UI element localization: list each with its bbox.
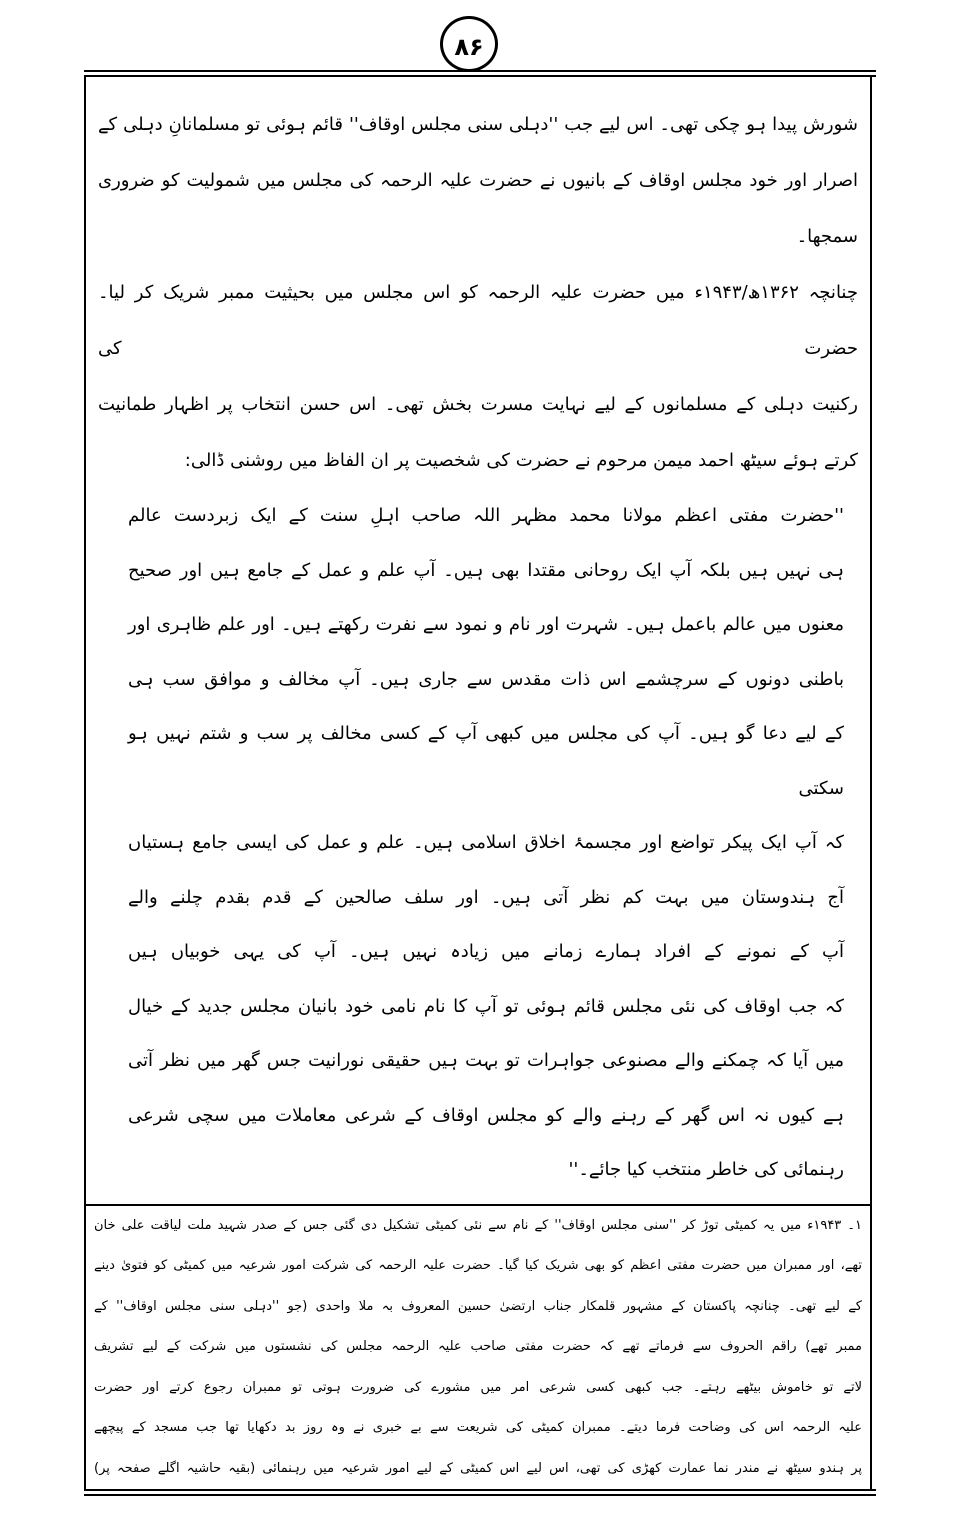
main-text xyxy=(86,97,870,489)
quote-line: آپ کے نمونے کے افراد ہمارے زمانے میں زیادہ نہیں ہیں۔ آپ کی یہی خوبیاں ہیں xyxy=(128,941,844,962)
page-frame xyxy=(84,77,872,1489)
quote-line: ہے کیوں نہ اس گھر کے رہنے والے کو مجلس اوقاف کے شرعی معاملات میں سچی شرعی xyxy=(128,1104,844,1126)
page-number: ۸۶ xyxy=(440,16,498,72)
bottom-rule xyxy=(84,1489,876,1496)
quote-line: میں آیا کہ چمکنے والے مصنوعی جواہرات تو بہت ہیں حقیقی نورانیت جس گھر میں نظر آتی xyxy=(128,1050,844,1071)
fn-line: لاتے تو خاموش بیٹھے رہتے۔ جب کبھی کسی شرعی امر میں مشورے کی ضرورت ہوتی تو ممبران رجوع کرتے اور حضرت xyxy=(94,1379,862,1395)
main-line: شورش پیدا ہو چکی تھی۔ اس لیے جب ''دہلی سنی مجلس اوقاف'' قائم ہوئی تو مسلمانانِ دہلی کے xyxy=(98,114,858,135)
fn-line: تھے، اور ممبران میں حضرت مفتی اعظم کو بھی شریک کیا گیا۔ حضرت علیہ الرحمہ کی شرکت امور شرعیہ میں کمیٹی کو فتویٰ دینے xyxy=(94,1258,862,1273)
quote-line: معنوں میں عالم باعمل ہیں۔ شہرت اور نام و نمود سے نفرت رکھتے ہیں۔ اور علم ظاہری اور xyxy=(128,614,844,635)
main-line: چنانچہ ۱۳۶۲ھ/۱۹۴۳ء میں حضرت علیہ الرحمہ کو اس مجلس میں بحیثیت ممبر شریک کر لیا۔ حضرت کی xyxy=(98,282,858,359)
quote-line: ''حضرت مفتی اعظم مولانا محمد مظہر اللہ صاحب اہلِ سنت کے ایک زبردست عالم xyxy=(128,505,844,526)
quote-line: ہی نہیں ہیں بلکہ آپ ایک روحانی مقتدا بھی ہیں۔ آپ علم و عمل کے جامع ہیں اور صحیح xyxy=(128,559,844,581)
footnote xyxy=(86,1206,870,1490)
page-header xyxy=(0,0,960,70)
quote-line: کہ جب اوقاف کی نئی مجلس قائم ہوئی تو آپ کا نام نامی خود بانیان مجلس جدید کے خیال xyxy=(128,995,844,1017)
quote-line: باطنی دونوں کے سرچشمے اس ذات مقدس سے جاری ہیں۔ آپ مخالف و موافق سب ہی xyxy=(128,668,844,690)
main-line: اصرار اور خود مجلس اوقاف کے بانیوں نے حضرت علیہ الرحمہ کی مجلس میں شمولیت کو ضروری سمجھا۔ xyxy=(98,170,858,247)
top-rule xyxy=(84,70,876,77)
fn-line: کے لیے تھی۔ چنانچہ پاکستان کے مشہور قلمکار جناب ارتضیٰ حسین المعروف بہ ملا واحدی (جو ''دہلی سنی مجلس اوقاف'' کے xyxy=(94,1298,862,1314)
quoted-passage xyxy=(86,489,870,1198)
quote-line: کے لیے دعا گو ہیں۔ آپ کی مجلس میں کبھی آپ کے کسی مخالف پر سب و شتم نہیں ہو سکتی xyxy=(128,723,844,799)
quote-line: رہنمائی کی خاطر منتخب کیا جائے۔'' xyxy=(568,1159,844,1180)
main-line: کرتے ہوئے سیٹھ احمد میمن مرحوم نے حضرت کی شخصیت پر ان الفاظ میں روشنی ڈالی: xyxy=(184,450,858,471)
quote-line: کہ آپ ایک پیکر تواضع اور مجسمۂ اخلاق اسلامی ہیں۔ علم و عمل کی ایسی جامع ہستیاں xyxy=(128,832,844,853)
main-line: رکنیت دہلی کے مسلمانوں کے لیے نہایت مسرت بخش تھی۔ اس حسن انتخاب پر اظہار طمانیت xyxy=(98,394,858,415)
fn-line: علیہ الرحمہ اس کی وضاحت فرما دیتے۔ ممبران کمیٹی کی شریعت سے بے خبری نے وہ روز بد دکھایا تھا جب مسجد کے پیچھے xyxy=(94,1420,862,1435)
quote-line: آج ہندوستان میں بہت کم نظر آتی ہیں۔ اور سلف صالحین کے قدم بقدم چلنے والے xyxy=(128,886,844,908)
fn-line: ممبر تھے) راقم الحروف سے فرماتے تھے کہ حضرت مفتی صاحب علیہ الرحمہ مجلس کی نشستوں میں شرکت کے لیے تشریف xyxy=(94,1339,862,1354)
fn-line: پر ہندو سیٹھ نے مندر نما عمارت کھڑی کی تھی، اس لیے اس کمیٹی کے لیے امور شرعیہ میں رہنمائی (بقیہ حاشیہ اگلے صفحہ پر) xyxy=(94,1460,862,1476)
fn-line: ۱۔ ۱۹۴۳ء میں یہ کمیٹی توڑ کر ''سنی مجلس اوقاف'' کے نام سے نئی کمیٹی تشکیل دی گئی جس کے صدر شہید ملت لیاقت علی خان xyxy=(94,1217,862,1233)
